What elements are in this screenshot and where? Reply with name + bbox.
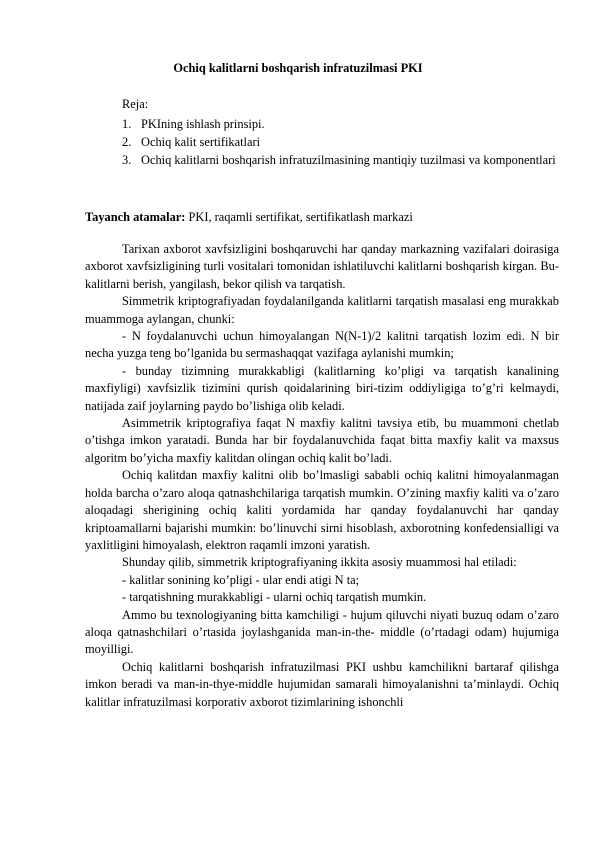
paragraph: Ochiq kalitlarni boshqarish infratuzilmasi PKI ushbu kamchilikni bartaraf qilishga imkon beradi va man-in-thye-middle hujumidan samarali himoyalanishni ta’minlaydi. Ochiq kalitlar infratuzilmasi korporativ axborot tizimlarining ishonchli [85,659,559,709]
plan-item-text: PKIning ishlash prinsipi. [141,117,265,131]
paragraph: Tarixan axborot xavfsizligini boshqaruvchi har qanday markazning vazifalari doirasiga axborot xavfsizligining turli vositalari tomonidan ishlatiluvchi kalitlarni boshqarish kirgan. Bu-kalitlarni berish, yangilash, bekor qilish va tarqatish. [85,242,559,291]
keywords-text: PKI, raqamli sertifikat, sertifikatlash markazi [185,210,413,224]
paragraph: - tarqatishning murakkabligi - ularni ochiq tarqatish mumkin. [122,590,427,605]
paragraph: Ammo bu texnologiyaning bitta kamchiligi - hujum qiluvchi niyati buzuq odam o’zaro aloqa qatnashchilari o’rtasida joylashganida man-in-the- middle (o’rtadagi odam) hujumiga moyilligi. [85,607,559,657]
paragraph: Ochiq kalitdan maxfiy kalitni olib bo’lmasligi sababli ochiq kalitni himoyalanmagan holda barcha o’zaro aloqa qatnashchilariga tarqatish mumkin. O’zining maxfiy kaliti va o’zaro aloqadagi sherigining ochiq kaliti yordamida har qanday foydalanuvchi har qanday kriptoamallarni bajarishi mumkin: bo’linuvchi sirni hisoblash, axborotning konfedensialligi va yaxlitligini himoyalash, elektron raqamli imzoni yaratish. [85,468,559,552]
plan-item [122,115,560,133]
paragraph: - N foydalanuvchi uchun himoyalangan N(N-1)/2 kalitni tarqatish lozim edi. N bir necha yuzga teng bo’lganida bu sermashaqqat vazifaga aylanishi mumkin; [85,329,559,361]
paragraph: Shunday qilib, simmetrik kriptografiyaning ikkita asosiy muammosi hal etiladi: [122,555,517,570]
paragraph: - kalitlar sonining ko’pligi - ular endi atigi N ta; [122,572,360,587]
plan-item-text: Ochiq kalitlarni boshqarish infratuzilmasining mantiqiy tuzilmasi va komponentlari [141,153,556,167]
plan-item-number: 2. [122,135,132,149]
paragraph: Asimmetrik kriptografiya faqat N maxfiy kalitni tavsiya etib, bu muammoni chetlab o’tishga imkon yaratadi. Bunda har bir foydalanuvchida faqat bitta maxfiy kalit va maxsus algoritm bo’yicha maxfiy kalitdan olingan ochiq kalit bo’ladi. [85,416,559,465]
keywords-line [85,209,413,225]
plan-item [122,133,560,151]
plan-list [122,115,560,169]
plan-item-number: 1. [122,117,132,131]
plan-label: Reja: [122,97,149,111]
keywords-label: Tayanch atamalar: [85,210,186,224]
body-text [85,241,559,711]
paragraph: - bunday tizimning murakkabligi (kalitlarning ko’pligi va tarqatish kanalining maxfiyligi) xavfsizlik tizimini qurish qoidalarining biri-tizim oddiyligiga to’g’ri kelmaydi, natijada zaif joylarning paydo bo’lishiga olib keladi. [85,363,559,413]
plan-item-text: Ochiq kalit sertifikatlari [141,135,261,149]
plan-item [122,151,560,169]
paragraph: Simmetrik kriptografiyadan foydalanilganda kalitlarni tarqatish masalasi eng murakkab muammoga aylangan, chunki: [85,294,559,326]
document-title: Ochiq kalitlarni boshqarish infratuzilmasi PKI [173,61,423,75]
plan-item-number: 3. [122,153,132,167]
